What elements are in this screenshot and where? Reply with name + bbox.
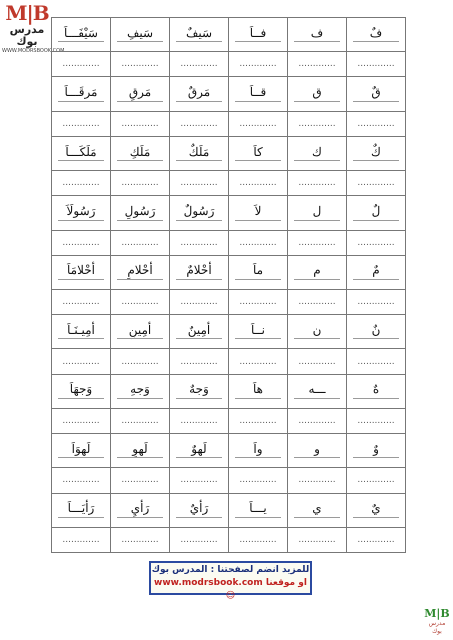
word-text: مَلَكٌ xyxy=(188,144,210,159)
practice-cell: ............. xyxy=(170,408,229,433)
practice-row xyxy=(52,171,406,196)
word-cell xyxy=(170,136,229,170)
word-row xyxy=(52,434,406,468)
word-text: رَأيَـــاَ xyxy=(67,501,95,516)
word-text: هاَ xyxy=(253,382,263,397)
word-cell xyxy=(170,18,229,52)
word-cell xyxy=(288,77,347,111)
practice-cell: ............. xyxy=(170,171,229,196)
word-text: مَرقٌ xyxy=(187,85,211,100)
word-cell xyxy=(229,315,288,349)
footer-logo-name: مدرس بوك xyxy=(428,620,446,635)
word-cell xyxy=(52,255,111,289)
practice-cell: ............. xyxy=(288,290,347,315)
practice-cell: ............. xyxy=(229,349,288,374)
practice-row xyxy=(52,468,406,493)
practice-cell: ............. xyxy=(52,468,111,493)
word-text: سَيفٌ xyxy=(185,25,213,40)
worksheet-table xyxy=(51,17,406,553)
practice-cell: ............. xyxy=(111,527,170,552)
word-text: أحْلامَاَ xyxy=(67,263,95,278)
word-text: قــاَ xyxy=(249,85,267,100)
word-cell xyxy=(170,493,229,527)
practice-cell: ............. xyxy=(347,111,406,136)
word-cell xyxy=(111,315,170,349)
word-cell xyxy=(347,18,406,52)
word-text: مَرقَـــاَ xyxy=(64,85,98,100)
logo-url: WWW.MODRSBOOK.COM xyxy=(2,48,65,54)
practice-cell: ............. xyxy=(229,408,288,433)
word-text: واَ xyxy=(253,441,263,456)
practice-cell: ............. xyxy=(170,349,229,374)
practice-cell: ............. xyxy=(347,408,406,433)
logo-name: مدرس بوك xyxy=(9,23,45,48)
practice-cell: ............. xyxy=(288,468,347,493)
word-text: سَيفِ xyxy=(126,25,154,40)
practice-cell: ............. xyxy=(170,52,229,77)
word-text: رَسُولِ xyxy=(124,203,156,218)
word-cell xyxy=(229,493,288,527)
word-cell xyxy=(170,196,229,230)
word-row xyxy=(52,374,406,408)
word-cell xyxy=(170,77,229,111)
word-text: نــاَ xyxy=(250,322,266,337)
practice-cell: ............. xyxy=(52,111,111,136)
word-text: رَأيٌ xyxy=(189,501,209,516)
practice-cell: ............. xyxy=(170,290,229,315)
word-text: هٌ xyxy=(372,382,380,397)
word-text: نٌ xyxy=(371,322,381,337)
word-cell xyxy=(288,18,347,52)
word-cell xyxy=(52,374,111,408)
practice-cell: ............. xyxy=(52,52,111,77)
word-cell xyxy=(229,136,288,170)
practice-cell: ............. xyxy=(347,52,406,77)
logo-mark: M|B xyxy=(5,1,49,25)
word-cell xyxy=(347,196,406,230)
word-text: كٌ xyxy=(371,144,381,159)
word-text: قٌ xyxy=(371,85,381,100)
practice-cell: ............. xyxy=(111,111,170,136)
practice-cell: ............. xyxy=(347,171,406,196)
word-text: أحْلامِ xyxy=(127,263,153,278)
word-cell xyxy=(111,196,170,230)
practice-cell: ............. xyxy=(111,349,170,374)
word-text: لَهوٌ xyxy=(191,441,207,456)
practice-cell: ............. xyxy=(288,230,347,255)
word-cell xyxy=(288,196,347,230)
word-cell xyxy=(170,434,229,468)
word-row xyxy=(52,77,406,111)
practice-cell: ............. xyxy=(52,349,111,374)
practice-cell: ............. xyxy=(347,230,406,255)
word-text: أمِينٌ xyxy=(187,322,211,337)
practice-row xyxy=(52,111,406,136)
word-text: رَسُولٌ xyxy=(183,203,215,218)
word-cell xyxy=(347,434,406,468)
word-cell xyxy=(347,374,406,408)
word-text: أحْلامٌ xyxy=(186,263,212,278)
word-text: وٌ xyxy=(373,441,379,456)
practice-cell: ............. xyxy=(288,52,347,77)
practice-cell: ............. xyxy=(52,408,111,433)
practice-cell: ............. xyxy=(111,408,170,433)
word-cell xyxy=(111,434,170,468)
practice-cell: ............. xyxy=(111,171,170,196)
word-text: وَجهٌ xyxy=(189,382,209,397)
word-text: ماَ xyxy=(252,263,264,278)
word-cell xyxy=(347,315,406,349)
practice-cell: ............. xyxy=(229,230,288,255)
word-cell xyxy=(52,196,111,230)
practice-cell: ............. xyxy=(347,527,406,552)
practice-cell: ............. xyxy=(347,349,406,374)
word-text: و xyxy=(314,441,320,456)
practice-cell: ............. xyxy=(288,349,347,374)
word-text: فٌ xyxy=(369,25,383,40)
word-cell xyxy=(229,374,288,408)
practice-row xyxy=(52,349,406,374)
practice-cell: ............. xyxy=(111,468,170,493)
word-cell xyxy=(229,434,288,468)
word-text: أمِينِ xyxy=(128,322,152,337)
site-logo xyxy=(2,1,65,54)
word-cell xyxy=(229,196,288,230)
word-text: وَجهِ xyxy=(130,382,150,397)
practice-cell: ............. xyxy=(288,408,347,433)
word-text: ن xyxy=(312,322,322,337)
word-text: لٌ xyxy=(371,203,381,218)
practice-cell: ............. xyxy=(170,230,229,255)
word-row xyxy=(52,315,406,349)
word-row xyxy=(52,255,406,289)
footer-logo-mark: M|B xyxy=(424,607,450,620)
word-text: يٌ xyxy=(371,501,381,516)
word-row xyxy=(52,493,406,527)
word-text: مٌ xyxy=(372,263,380,278)
word-cell xyxy=(170,315,229,349)
practice-cell: ............. xyxy=(347,468,406,493)
practice-cell: ............. xyxy=(229,468,288,493)
practice-cell: ............. xyxy=(111,52,170,77)
promo-banner[interactable] xyxy=(149,561,312,601)
practice-cell: ............. xyxy=(52,527,111,552)
word-text: مَرقِ xyxy=(128,85,152,100)
practice-cell: ............. xyxy=(229,52,288,77)
word-cell xyxy=(52,493,111,527)
word-cell xyxy=(288,374,347,408)
practice-cell: ............. xyxy=(288,171,347,196)
word-cell xyxy=(288,315,347,349)
word-cell xyxy=(347,77,406,111)
word-cell xyxy=(111,374,170,408)
word-cell xyxy=(52,434,111,468)
practice-cell: ............. xyxy=(52,230,111,255)
word-cell xyxy=(111,136,170,170)
word-cell xyxy=(170,255,229,289)
word-cell xyxy=(111,493,170,527)
word-text: رَأيِ xyxy=(130,501,150,516)
practice-cell: ............. xyxy=(229,527,288,552)
word-text: سَيْفَـــاَ xyxy=(64,25,98,40)
word-text: ي xyxy=(312,501,322,516)
word-cell xyxy=(52,18,111,52)
practice-cell: ............. xyxy=(229,290,288,315)
banner-line-2[interactable]: او موقعنا www.modrsbook.com ☺ xyxy=(154,578,307,601)
word-cell xyxy=(229,255,288,289)
practice-cell: ............. xyxy=(170,111,229,136)
word-text: ف xyxy=(310,25,324,40)
word-cell xyxy=(288,136,347,170)
word-cell xyxy=(229,77,288,111)
word-text: مَلَكِ xyxy=(129,144,151,159)
word-cell xyxy=(288,493,347,527)
word-row xyxy=(52,18,406,52)
word-cell xyxy=(170,374,229,408)
practice-row xyxy=(52,230,406,255)
word-cell xyxy=(229,18,288,52)
word-cell xyxy=(111,77,170,111)
practice-cell: ............. xyxy=(229,111,288,136)
word-cell xyxy=(288,255,347,289)
practice-cell: ............. xyxy=(347,290,406,315)
word-cell xyxy=(52,315,111,349)
practice-cell: ............. xyxy=(111,290,170,315)
word-cell xyxy=(347,136,406,170)
practice-cell: ............. xyxy=(170,527,229,552)
practice-cell: ............. xyxy=(52,290,111,315)
practice-cell: ............. xyxy=(229,171,288,196)
practice-row xyxy=(52,290,406,315)
word-row xyxy=(52,196,406,230)
word-text: يـــاَ xyxy=(249,501,267,516)
practice-row xyxy=(52,527,406,552)
word-text: وَجهَاَ xyxy=(69,382,93,397)
word-text: مَلَكَـــاَ xyxy=(65,144,97,159)
word-cell xyxy=(347,255,406,289)
word-text: ـــه xyxy=(308,382,326,397)
word-text: ق xyxy=(312,85,322,100)
word-cell xyxy=(111,18,170,52)
banner-line-1: للمزيد انضم لصفحتنا : المدرس بوك xyxy=(151,565,310,575)
practice-cell: ............. xyxy=(170,468,229,493)
footer-logo xyxy=(424,607,450,637)
word-cell xyxy=(111,255,170,289)
word-text: ل xyxy=(312,203,322,218)
practice-row xyxy=(52,408,406,433)
word-row xyxy=(52,136,406,170)
word-cell xyxy=(52,136,111,170)
word-text: لَهوِ xyxy=(132,441,148,456)
practice-cell: ............. xyxy=(52,171,111,196)
word-text: م xyxy=(313,263,321,278)
word-text: فــاَ xyxy=(249,25,267,40)
word-cell xyxy=(347,493,406,527)
word-text: لاَ xyxy=(254,203,262,218)
word-text: ك xyxy=(312,144,322,159)
practice-cell: ............. xyxy=(288,111,347,136)
practice-cell: ............. xyxy=(288,527,347,552)
word-text: أمِيـنَـاَ xyxy=(67,322,95,337)
word-cell xyxy=(288,434,347,468)
word-text: لَهوَاَ xyxy=(71,441,91,456)
word-cell xyxy=(52,77,111,111)
word-text: رَسُولَاَ xyxy=(66,203,96,218)
practice-cell: ............. xyxy=(111,230,170,255)
word-text: كاَ xyxy=(253,144,263,159)
practice-row xyxy=(52,52,406,77)
